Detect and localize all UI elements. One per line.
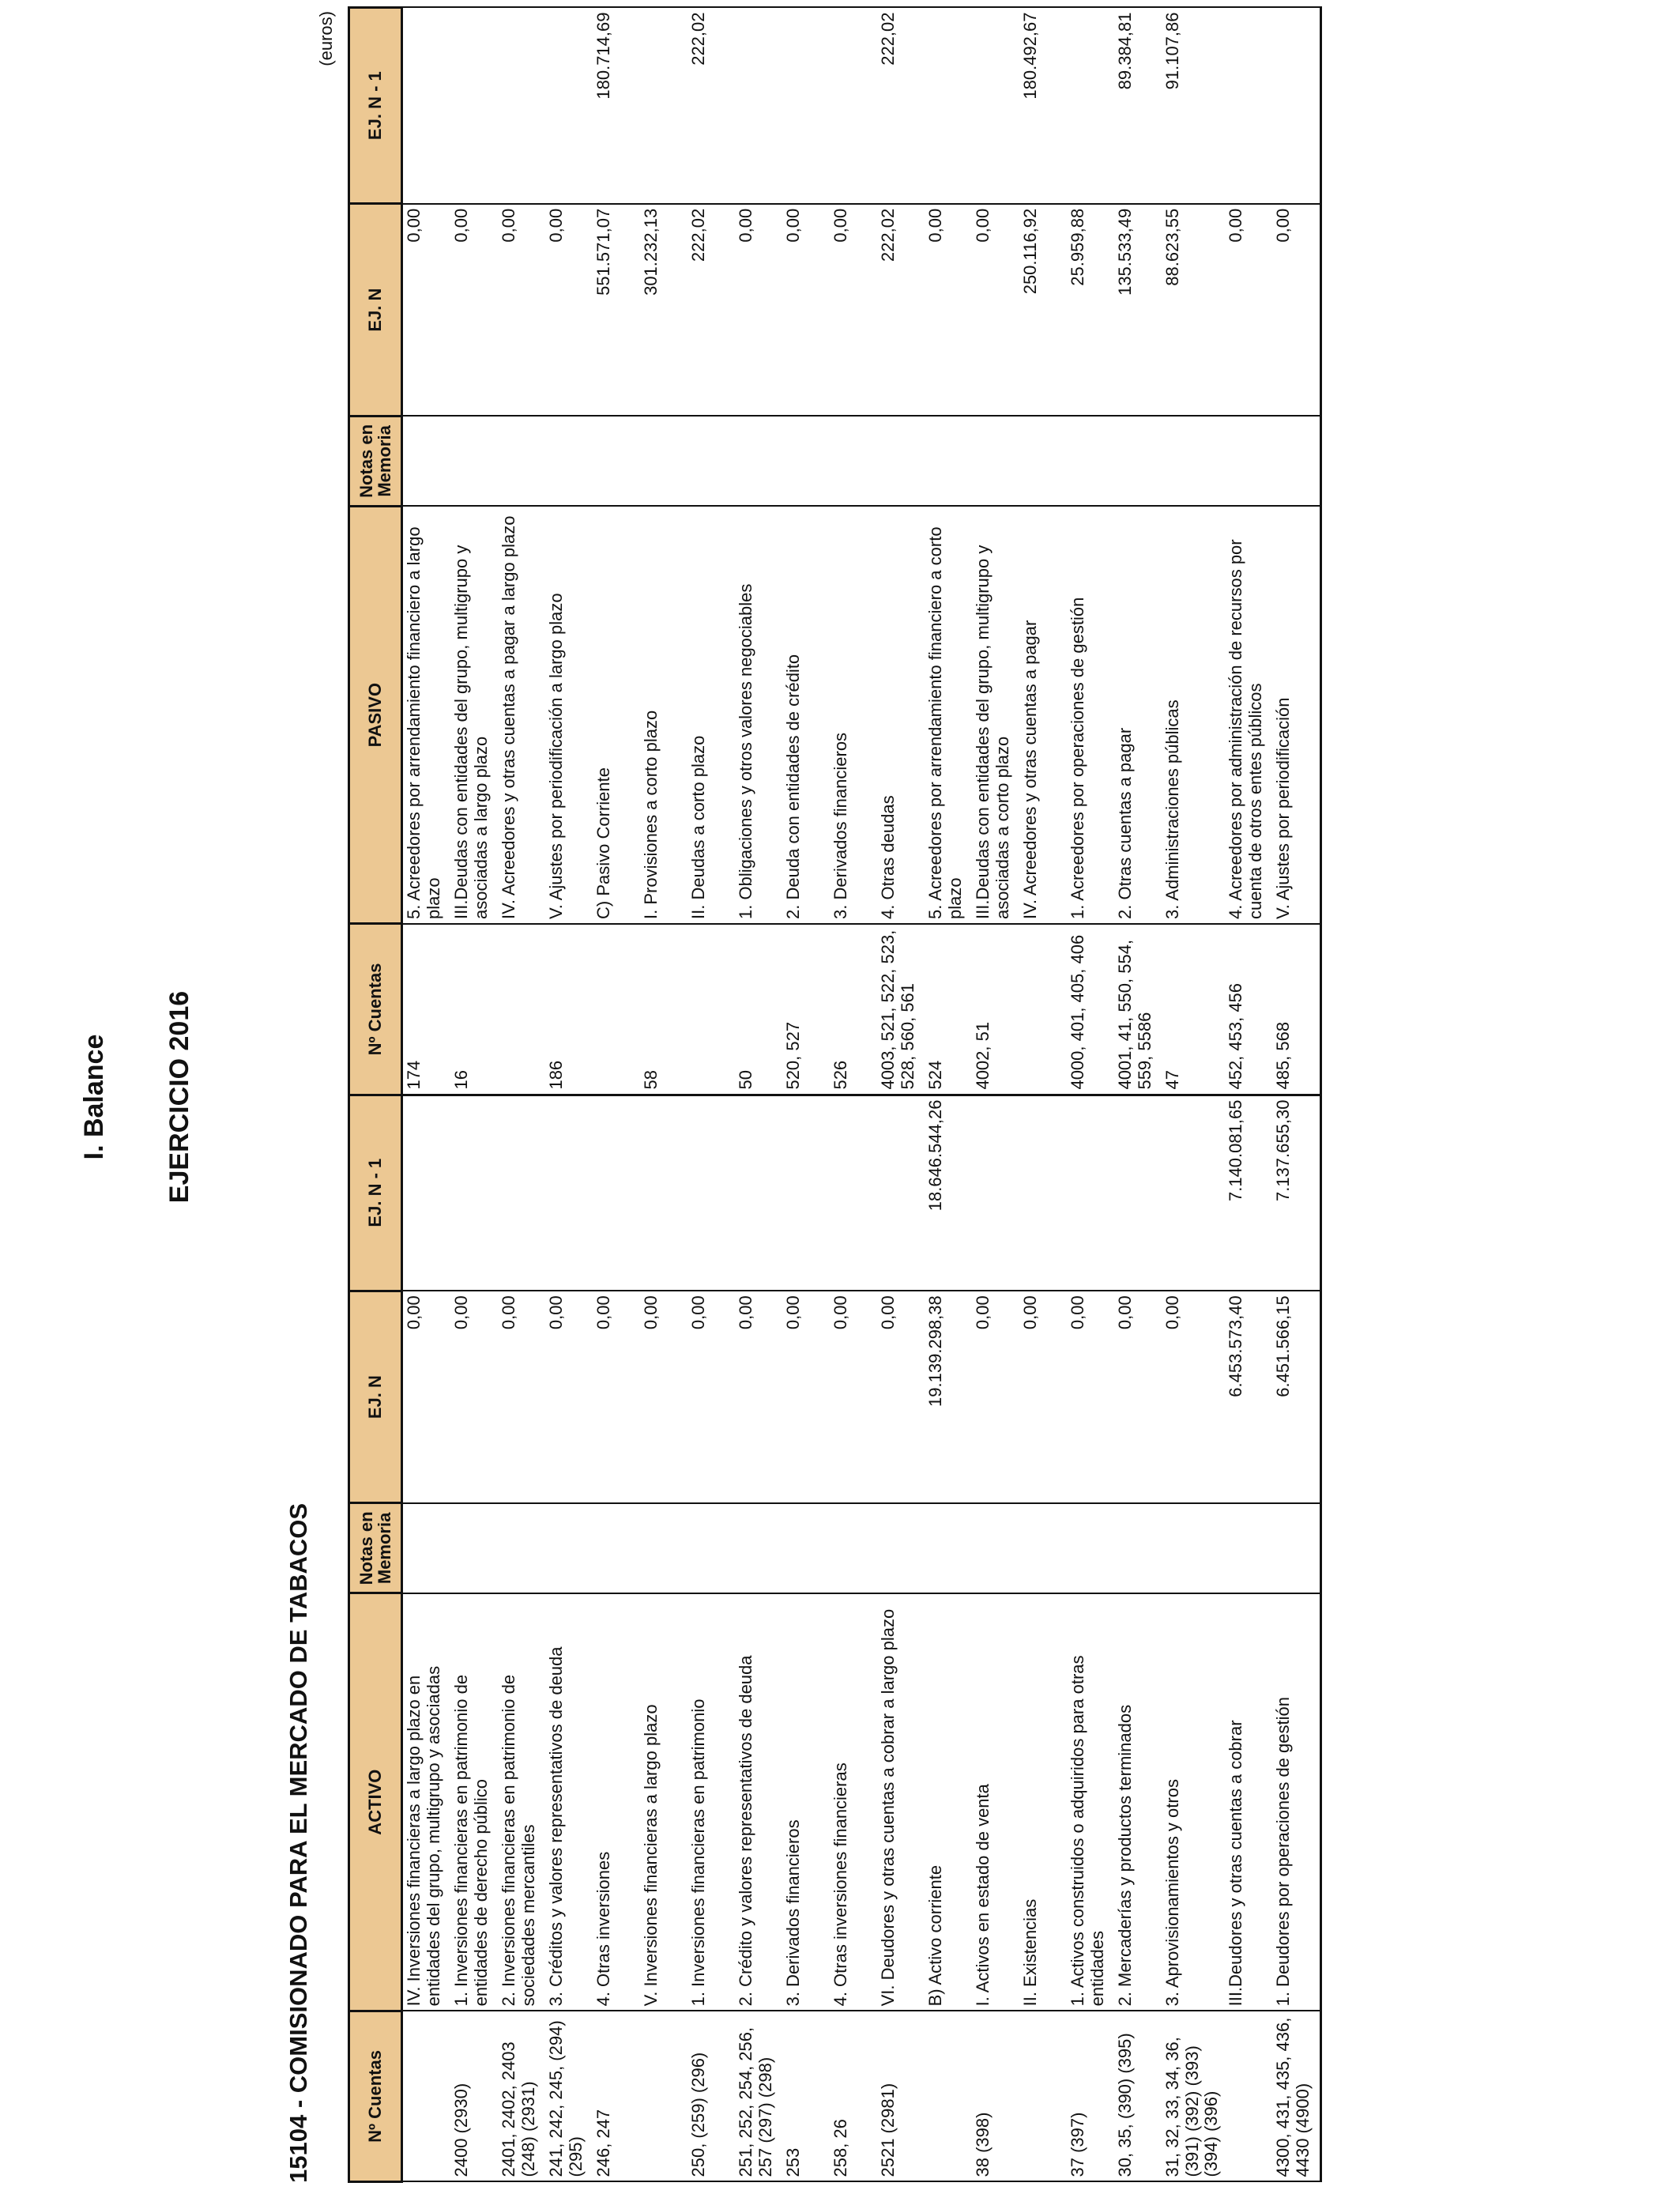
activo-description-cell: 2. Mercaderías y productos terminados — [1114, 1593, 1162, 2011]
entity-title: 15104 - COMISIONADO PARA EL MERCADO DE TABACOS — [284, 1502, 312, 2183]
activo-notes-cell — [450, 1503, 498, 1593]
pasivo-ejn1-cell — [925, 8, 972, 204]
header-cuentas-activo: Nº Cuentas — [349, 2011, 402, 2181]
table-row — [1225, 8, 1272, 2182]
table-row — [1067, 8, 1114, 2182]
activo-notes-cell — [1114, 1503, 1162, 1593]
pasivo-notes-cell — [402, 416, 451, 506]
pasivo-description-cell: III.Deudas con entidades del grupo, multigrupo y asociadas a corto plazo — [972, 506, 1019, 924]
header-ejn1-activo: EJ. N - 1 — [349, 1095, 402, 1291]
pasivo-description-cell: II. Deudas a corto plazo — [687, 506, 735, 924]
pasivo-ejn1-cell: 180.492,67 — [1019, 8, 1067, 204]
pasivo-ejn-cell: 25.959,88 — [1067, 204, 1114, 417]
table-row — [687, 8, 735, 2182]
table-row — [877, 8, 925, 2182]
pasivo-ejn-cell: 250.116,92 — [1019, 204, 1067, 417]
pasivo-notes-cell — [1067, 416, 1114, 506]
table-row — [498, 8, 545, 2182]
pasivo-account-cell: 4000, 401, 405, 406 — [1067, 924, 1114, 1095]
activo-notes-cell — [972, 1503, 1019, 1593]
pasivo-account-cell: 4001, 41, 550, 554, 559, 5586 — [1114, 924, 1162, 1095]
pasivo-notes-cell — [450, 416, 498, 506]
activo-notes-cell — [1225, 1503, 1272, 1593]
activo-notes-cell — [830, 1503, 877, 1593]
activo-ejn-cell: 0,00 — [498, 1291, 545, 1503]
pasivo-ejn-cell: 88.623,55 — [1162, 204, 1225, 417]
table-header-row — [349, 8, 402, 2182]
pasivo-notes-cell — [687, 416, 735, 506]
pasivo-notes-cell — [1272, 416, 1321, 506]
pasivo-account-cell: 520, 527 — [782, 924, 830, 1095]
activo-account-cell — [1225, 2011, 1272, 2181]
activo-ejn-cell: 0,00 — [972, 1291, 1019, 1503]
pasivo-ejn1-cell: 222,02 — [687, 8, 735, 204]
pasivo-description-cell: 1. Acreedores por operaciones de gestión — [1067, 506, 1114, 924]
activo-ejn-cell: 0,00 — [687, 1291, 735, 1503]
activo-account-cell — [640, 2011, 687, 2181]
activo-ejn1-cell — [877, 1095, 925, 1291]
table-row — [925, 8, 972, 2182]
activo-account-cell: 2400 (2930) — [450, 2011, 498, 2181]
pasivo-ejn1-cell: 222,02 — [877, 8, 925, 204]
table-row — [450, 8, 498, 2182]
activo-notes-cell — [925, 1503, 972, 1593]
pasivo-ejn-cell: 0,00 — [735, 204, 782, 417]
activo-ejn1-cell — [1114, 1095, 1162, 1291]
activo-description-cell: V. Inversiones financieras a largo plazo — [640, 1593, 687, 2011]
pasivo-account-cell: 452, 453, 456 — [1225, 924, 1272, 1095]
pasivo-description-cell: IV. Acreedores y otras cuentas a pagar a largo plazo — [498, 506, 545, 924]
table-row — [972, 8, 1019, 2182]
activo-account-cell: 31, 32, 33, 34, 36, (391) (392) (393) (394) (396) — [1162, 2011, 1225, 2181]
activo-ejn-cell: 19.139.298,38 — [925, 1291, 972, 1503]
activo-description-cell: II. Existencias — [1019, 1593, 1067, 2011]
section-title: I. Balance — [79, 1034, 109, 1160]
activo-notes-cell — [1019, 1503, 1067, 1593]
activo-ejn1-cell: 18.646.544,26 — [925, 1095, 972, 1291]
pasivo-ejn-cell: 0,00 — [450, 204, 498, 417]
pasivo-notes-cell — [735, 416, 782, 506]
activo-description-cell: 1. Inversiones financieras en patrimonio de entidades de derecho público — [450, 1593, 498, 2011]
pasivo-ejn1-cell — [830, 8, 877, 204]
activo-description-cell: IV. Inversiones financieras a largo plazo en entidades del grupo, multigrupo y asociadas — [402, 1593, 451, 2011]
activo-ejn-cell: 0,00 — [830, 1291, 877, 1503]
activo-notes-cell — [593, 1503, 640, 1593]
pasivo-ejn1-cell — [498, 8, 545, 204]
table-row — [593, 8, 640, 2182]
activo-ejn1-cell — [735, 1095, 782, 1291]
pasivo-account-cell — [498, 924, 545, 1095]
header-activo: ACTIVO — [349, 1593, 402, 2011]
activo-notes-cell — [545, 1503, 593, 1593]
activo-notes-cell — [1162, 1503, 1225, 1593]
pasivo-description-cell: V. Ajustes por periodificación — [1272, 506, 1321, 924]
pasivo-ejn1-cell — [545, 8, 593, 204]
activo-ejn1-cell — [782, 1095, 830, 1291]
pasivo-account-cell — [1019, 924, 1067, 1095]
activo-ejn1-cell — [972, 1095, 1019, 1291]
pasivo-description-cell: 1. Obligaciones y otros valores negociables — [735, 506, 782, 924]
pasivo-ejn1-cell — [450, 8, 498, 204]
pasivo-notes-cell — [1225, 416, 1272, 506]
activo-account-cell: 4300, 431, 435, 436, 4430 (4900) — [1272, 2011, 1321, 2181]
pasivo-description-cell: 3. Administraciones públicas — [1162, 506, 1225, 924]
pasivo-ejn-cell: 0,00 — [545, 204, 593, 417]
activo-ejn-cell: 0,00 — [782, 1291, 830, 1503]
pasivo-account-cell: 4002, 51 — [972, 924, 1019, 1095]
header-ejn-pasivo: EJ. N — [349, 204, 402, 417]
pasivo-notes-cell — [1019, 416, 1067, 506]
pasivo-description-cell: 2. Deuda con entidades de crédito — [782, 506, 830, 924]
activo-ejn-cell: 0,00 — [1162, 1291, 1225, 1503]
activo-ejn-cell: 0,00 — [1114, 1291, 1162, 1503]
pasivo-description-cell: 4. Otras deudas — [877, 506, 925, 924]
activo-description-cell: 3. Derivados financieros — [782, 1593, 830, 2011]
pasivo-notes-cell — [545, 416, 593, 506]
pasivo-ejn-cell: 0,00 — [1272, 204, 1321, 417]
activo-notes-cell — [782, 1503, 830, 1593]
pasivo-account-cell — [687, 924, 735, 1095]
balance-table — [348, 6, 1322, 2183]
pasivo-description-cell: IV. Acreedores y otras cuentas a pagar — [1019, 506, 1067, 924]
activo-account-cell: 2521 (2981) — [877, 2011, 925, 2181]
activo-ejn1-cell: 7.140.081,65 — [1225, 1095, 1272, 1291]
activo-ejn1-cell — [498, 1095, 545, 1291]
activo-ejn1-cell — [402, 1095, 451, 1291]
activo-account-cell: 258, 26 — [830, 2011, 877, 2181]
pasivo-ejn1-cell — [1272, 8, 1321, 204]
pasivo-ejn1-cell — [735, 8, 782, 204]
activo-notes-cell — [640, 1503, 687, 1593]
pasivo-ejn-cell: 0,00 — [830, 204, 877, 417]
pasivo-description-cell: C) Pasivo Corriente — [593, 506, 640, 924]
pasivo-account-cell: 4003, 521, 522, 523, 528, 560, 561 — [877, 924, 925, 1095]
activo-ejn1-cell — [1067, 1095, 1114, 1291]
activo-ejn-cell: 0,00 — [877, 1291, 925, 1503]
pasivo-ejn1-cell: 180.714,69 — [593, 8, 640, 204]
activo-account-cell: 30, 35, (390) (395) — [1114, 2011, 1162, 2181]
pasivo-description-cell: 3. Derivados financieros — [830, 506, 877, 924]
activo-notes-cell — [877, 1503, 925, 1593]
pasivo-notes-cell — [640, 416, 687, 506]
activo-ejn1-cell — [1019, 1095, 1067, 1291]
pasivo-notes-cell — [1114, 416, 1162, 506]
header-pasivo: PASIVO — [349, 506, 402, 924]
activo-notes-cell — [1272, 1503, 1321, 1593]
pasivo-notes-cell — [972, 416, 1019, 506]
pasivo-ejn1-cell: 89.384,81 — [1114, 8, 1162, 204]
activo-account-cell: 2401, 2402, 2403 (248) (2931) — [498, 2011, 545, 2181]
pasivo-notes-cell — [925, 416, 972, 506]
activo-account-cell — [402, 2011, 451, 2181]
pasivo-description-cell: I. Provisiones a corto plazo — [640, 506, 687, 924]
pasivo-notes-cell — [593, 416, 640, 506]
currency-unit: (euros) — [316, 11, 336, 66]
pasivo-account-cell: 485, 568 — [1272, 924, 1321, 1095]
pasivo-account-cell: 524 — [925, 924, 972, 1095]
header-notas-pasivo: Notas en Memoria — [349, 416, 402, 506]
activo-account-cell — [925, 2011, 972, 2181]
pasivo-account-cell: 16 — [450, 924, 498, 1095]
activo-ejn-cell: 0,00 — [593, 1291, 640, 1503]
activo-ejn1-cell — [830, 1095, 877, 1291]
pasivo-description-cell: 2. Otras cuentas a pagar — [1114, 506, 1162, 924]
pasivo-ejn-cell: 301.232,13 — [640, 204, 687, 417]
activo-ejn-cell: 0,00 — [640, 1291, 687, 1503]
table-row — [1114, 8, 1162, 2182]
activo-ejn1-cell — [640, 1095, 687, 1291]
header-ejn-activo: EJ. N — [349, 1291, 402, 1503]
pasivo-ejn1-cell — [972, 8, 1019, 204]
activo-account-cell: 253 — [782, 2011, 830, 2181]
table-row — [1019, 8, 1067, 2182]
pasivo-ejn-cell: 222,02 — [687, 204, 735, 417]
activo-notes-cell — [687, 1503, 735, 1593]
pasivo-ejn-cell: 135.533,49 — [1114, 204, 1162, 417]
activo-account-cell: 246, 247 — [593, 2011, 640, 2181]
pasivo-ejn-cell: 0,00 — [498, 204, 545, 417]
table-row — [1272, 8, 1321, 2182]
activo-account-cell: 241, 242, 245, (294) (295) — [545, 2011, 593, 2181]
pasivo-account-cell: 174 — [402, 924, 451, 1095]
header-notas-activo: Notas en Memoria — [349, 1503, 402, 1593]
pasivo-description-cell: 4. Acreedores por administración de recursos por cuenta de otros entes públicos — [1225, 506, 1272, 924]
table-row — [782, 8, 830, 2182]
activo-ejn-cell: 0,00 — [1067, 1291, 1114, 1503]
activo-notes-cell — [402, 1503, 451, 1593]
pasivo-ejn1-cell — [1067, 8, 1114, 204]
pasivo-ejn1-cell — [782, 8, 830, 204]
pasivo-notes-cell — [782, 416, 830, 506]
pasivo-account-cell: 50 — [735, 924, 782, 1095]
activo-ejn-cell: 0,00 — [450, 1291, 498, 1503]
activo-ejn-cell: 0,00 — [402, 1291, 451, 1503]
activo-account-cell — [1019, 2011, 1067, 2181]
pasivo-description-cell: III.Deudas con entidades del grupo, multigrupo y asociadas a largo plazo — [450, 506, 498, 924]
activo-account-cell: 250, (259) (296) — [687, 2011, 735, 2181]
activo-description-cell: 2. Crédito y valores representativos de deuda — [735, 1593, 782, 2011]
activo-ejn-cell: 6.453.573,40 — [1225, 1291, 1272, 1503]
activo-description-cell: 4. Otras inversiones financieras — [830, 1593, 877, 2011]
table-row — [545, 8, 593, 2182]
activo-ejn1-cell — [593, 1095, 640, 1291]
activo-ejn1-cell — [1162, 1095, 1225, 1291]
activo-account-cell: 37 (397) — [1067, 2011, 1114, 2181]
activo-ejn-cell: 0,00 — [1019, 1291, 1067, 1503]
activo-description-cell: 1. Inversiones financieras en patrimonio — [687, 1593, 735, 2011]
pasivo-description-cell: V. Ajustes por periodificación a largo plazo — [545, 506, 593, 924]
table-row — [830, 8, 877, 2182]
pasivo-account-cell: 526 — [830, 924, 877, 1095]
table-row — [402, 8, 451, 2182]
pasivo-ejn-cell: 0,00 — [782, 204, 830, 417]
pasivo-ejn-cell: 0,00 — [402, 204, 451, 417]
activo-description-cell: 3. Aprovisionamientos y otros — [1162, 1593, 1225, 2011]
activo-description-cell: 3. Créditos y valores representativos de deuda — [545, 1593, 593, 2011]
activo-description-cell: 1. Activos construidos o adquiridos para otras entidades — [1067, 1593, 1114, 2011]
table-row — [640, 8, 687, 2182]
activo-ejn1-cell — [545, 1095, 593, 1291]
activo-notes-cell — [1067, 1503, 1114, 1593]
pasivo-account-cell: 58 — [640, 924, 687, 1095]
activo-ejn-cell: 0,00 — [735, 1291, 782, 1503]
pasivo-account-cell — [593, 924, 640, 1095]
header-cuentas-pasivo: Nº Cuentas — [349, 924, 402, 1095]
pasivo-ejn-cell: 551.571,07 — [593, 204, 640, 417]
pasivo-notes-cell — [877, 416, 925, 506]
activo-description-cell: 1. Deudores por operaciones de gestión — [1272, 1593, 1321, 2011]
pasivo-ejn1-cell: 91.107,86 — [1162, 8, 1225, 204]
activo-notes-cell — [498, 1503, 545, 1593]
pasivo-notes-cell — [1162, 416, 1225, 506]
activo-notes-cell — [735, 1503, 782, 1593]
activo-ejn-cell: 6.451.566,15 — [1272, 1291, 1321, 1503]
pasivo-notes-cell — [830, 416, 877, 506]
header-ejn1-pasivo: EJ. N - 1 — [349, 8, 402, 204]
table-row — [735, 8, 782, 2182]
pasivo-account-cell: 47 — [1162, 924, 1225, 1095]
activo-description-cell: VI. Deudores y otras cuentas a cobrar a largo plazo — [877, 1593, 925, 2011]
activo-account-cell: 251, 252, 254, 256, 257 (297) (298) — [735, 2011, 782, 2181]
activo-description-cell: III.Deudores y otras cuentas a cobrar — [1225, 1593, 1272, 2011]
pasivo-ejn-cell: 0,00 — [1225, 204, 1272, 417]
pasivo-account-cell: 186 — [545, 924, 593, 1095]
table-row — [1162, 8, 1225, 2182]
pasivo-ejn-cell: 0,00 — [925, 204, 972, 417]
pasivo-ejn1-cell — [640, 8, 687, 204]
activo-description-cell: B) Activo corriente — [925, 1593, 972, 2011]
activo-ejn1-cell — [450, 1095, 498, 1291]
activo-ejn1-cell: 7.137.655,30 — [1272, 1095, 1321, 1291]
activo-account-cell: 38 (398) — [972, 2011, 1019, 2181]
pasivo-ejn-cell: 222,02 — [877, 204, 925, 417]
activo-ejn-cell: 0,00 — [545, 1291, 593, 1503]
pasivo-description-cell: 5. Acreedores por arrendamiento financiero a corto plazo — [925, 506, 972, 924]
pasivo-notes-cell — [498, 416, 545, 506]
pasivo-description-cell: 5. Acreedores por arrendamiento financiero a largo plazo — [402, 506, 451, 924]
exercise-year: EJERCICIO 2016 — [164, 990, 194, 1204]
activo-description-cell: I. Activos en estado de venta — [972, 1593, 1019, 2011]
pasivo-ejn1-cell — [1225, 8, 1272, 204]
activo-description-cell: 4. Otras inversiones — [593, 1593, 640, 2011]
pasivo-ejn1-cell — [402, 8, 451, 204]
activo-ejn1-cell — [687, 1095, 735, 1291]
pasivo-ejn-cell: 0,00 — [972, 204, 1019, 417]
activo-description-cell: 2. Inversiones financieras en patrimonio de sociedades mercantiles — [498, 1593, 545, 2011]
